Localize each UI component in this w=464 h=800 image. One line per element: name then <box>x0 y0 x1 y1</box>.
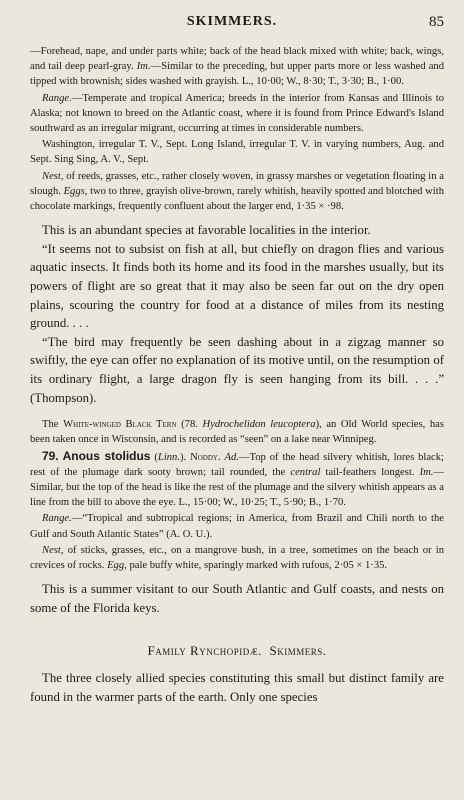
summer-visitant-paragraph: This is a summer visitant to our South Atlantic and Gulf coasts, and nests on some of the Florida keys. <box>30 582 444 615</box>
species-scientific-name: Anous stolidus <box>62 448 151 463</box>
nest-text-b: , pale buffy white, sparingly marked with rufous, 2·05 × 1·35. <box>124 560 388 571</box>
nest-paragraph <box>30 169 444 215</box>
note-text-a: (78. <box>176 419 203 431</box>
description-paragraph <box>30 44 444 90</box>
range-paragraph-79 <box>30 511 444 541</box>
white-winged-tern-note <box>30 417 444 447</box>
nest-label: Nest <box>42 170 61 182</box>
page-number: 85 <box>429 14 444 30</box>
note-text-b: ), an Old World species, has been taken once in Wisconsin, and is recorded as “seen” on a lake near Winnipeg. <box>30 419 444 446</box>
range-text: —Temperate and tropical America; breeds in the interior from Kansas and Illinois to Alaska; not known to breed on the Atlantic coast, where it is found from Prince Edward's Island southward as an irregular migrant, occurring at times in considerable numbers. <box>30 92 444 135</box>
eggs-label: Eggs <box>63 185 85 197</box>
abundance-paragraph: This is an abundant species at favorable localities in the interior. <box>42 223 371 238</box>
nest-text-a: , of sticks, grasses, etc., on a mangrove bush, in a tree, sometimes on the beach or in crevices of rocks. <box>30 544 444 571</box>
locality-paragraph: Washington, irregular T. V., Sept. Long Island, irregular T. V. in varying numbers, Aug. and Sept. Sing Sing, A. V., Sept. <box>30 139 444 166</box>
range-label: Range. <box>42 513 72 525</box>
page-header <box>0 14 464 34</box>
immature-label: Im. <box>136 61 151 73</box>
range-text: —“Tropical and subtropical regions; in America, from Brazil and Chili north to the Gulf and South Atlantic States” (A. O. U.). <box>30 513 444 540</box>
description-text-b: —Similar to the preceding, but upper parts more or less washed and tipped with brownish; sides washed with grayish. L., 10·00; W., 8·30; T., 3·30; B., 1·00. <box>30 61 445 88</box>
nest-text-b: , two to three, grayish olive-brown, rarely whitish, heavily spotted and blotched with chocolate markings, frequently confluent about the larger end, 1·35 × ·98. <box>30 185 444 213</box>
immature-label: Im. <box>419 466 434 478</box>
adult-label: Ad. <box>224 451 239 463</box>
egg-label: Egg <box>107 560 125 571</box>
species-text-c: —Similar, but the top of the head is like the rest of the plumage and the silvery whitish appears as a line from the bill to above the eye. L., 15·00; W., 10·25; T., 5·90; B., 1·70. <box>30 466 445 509</box>
family-intro-paragraph: The three closely allied species constituting this small but distinct family are found in the warmer parts of the earth. Only one species <box>30 671 444 704</box>
authority: Linn. <box>157 451 180 463</box>
central-word: central <box>290 466 321 478</box>
family-common-name: Skimmers. <box>269 643 327 659</box>
nest-label: Nest <box>42 544 61 556</box>
family-label: Family Rynchopidæ. <box>147 643 262 659</box>
running-title: SKIMMERS. <box>186 14 278 29</box>
scientific-name: Hydrochelidon leucoptera <box>202 419 316 431</box>
species-text-a: —Top of the head silvery whitish, lores black; rest of the plumage dark sooty brown; tail rounded, the <box>30 451 444 478</box>
range-paragraph <box>30 91 444 137</box>
species-common-name: Noddy. <box>190 451 221 463</box>
range-label: Range. <box>42 92 72 104</box>
nest-paragraph-79 <box>30 543 444 573</box>
species-text-b: tail-feathers longest. <box>320 466 420 478</box>
quote-paragraph-1: “It seems not to subsist on fish at all, but chiefly on dragon flies and various aquatic insects. It finds both its home and its food in the marshes usually, but its powers of flight are so great that it may also be seen far out on the dry open plains, scouring the country for food at a distance of miles from its nesting ground. . . . <box>30 241 444 331</box>
quote-paragraph-2: “The bird may frequently be seen dashing about in a zigzag manner so swiftly, the eye can offer no explanation of its motive until, on the resumption of its ordinary flight, a large dragon fly is seen hanging from its bill. . . .” (Thompson). <box>30 334 444 405</box>
species-common-name: White-winged Black Tern <box>63 419 177 431</box>
page-body <box>30 44 444 707</box>
family-heading <box>30 643 444 659</box>
nest-text-a: , of reeds, grasses, etc., rather closely woven, in grassy marshes or vegetation floating in a slough. <box>30 170 444 197</box>
authority-close: ). <box>180 451 191 463</box>
authority-open: ( <box>150 451 158 463</box>
species-number: 79. <box>42 448 59 463</box>
note-the: The <box>42 419 64 431</box>
species-79-paragraph <box>30 449 444 511</box>
description-text-a: —Forehead, nape, and under parts white; back of the head black mixed with white; back, wings, and tail deep pearl-gray. <box>30 46 444 73</box>
